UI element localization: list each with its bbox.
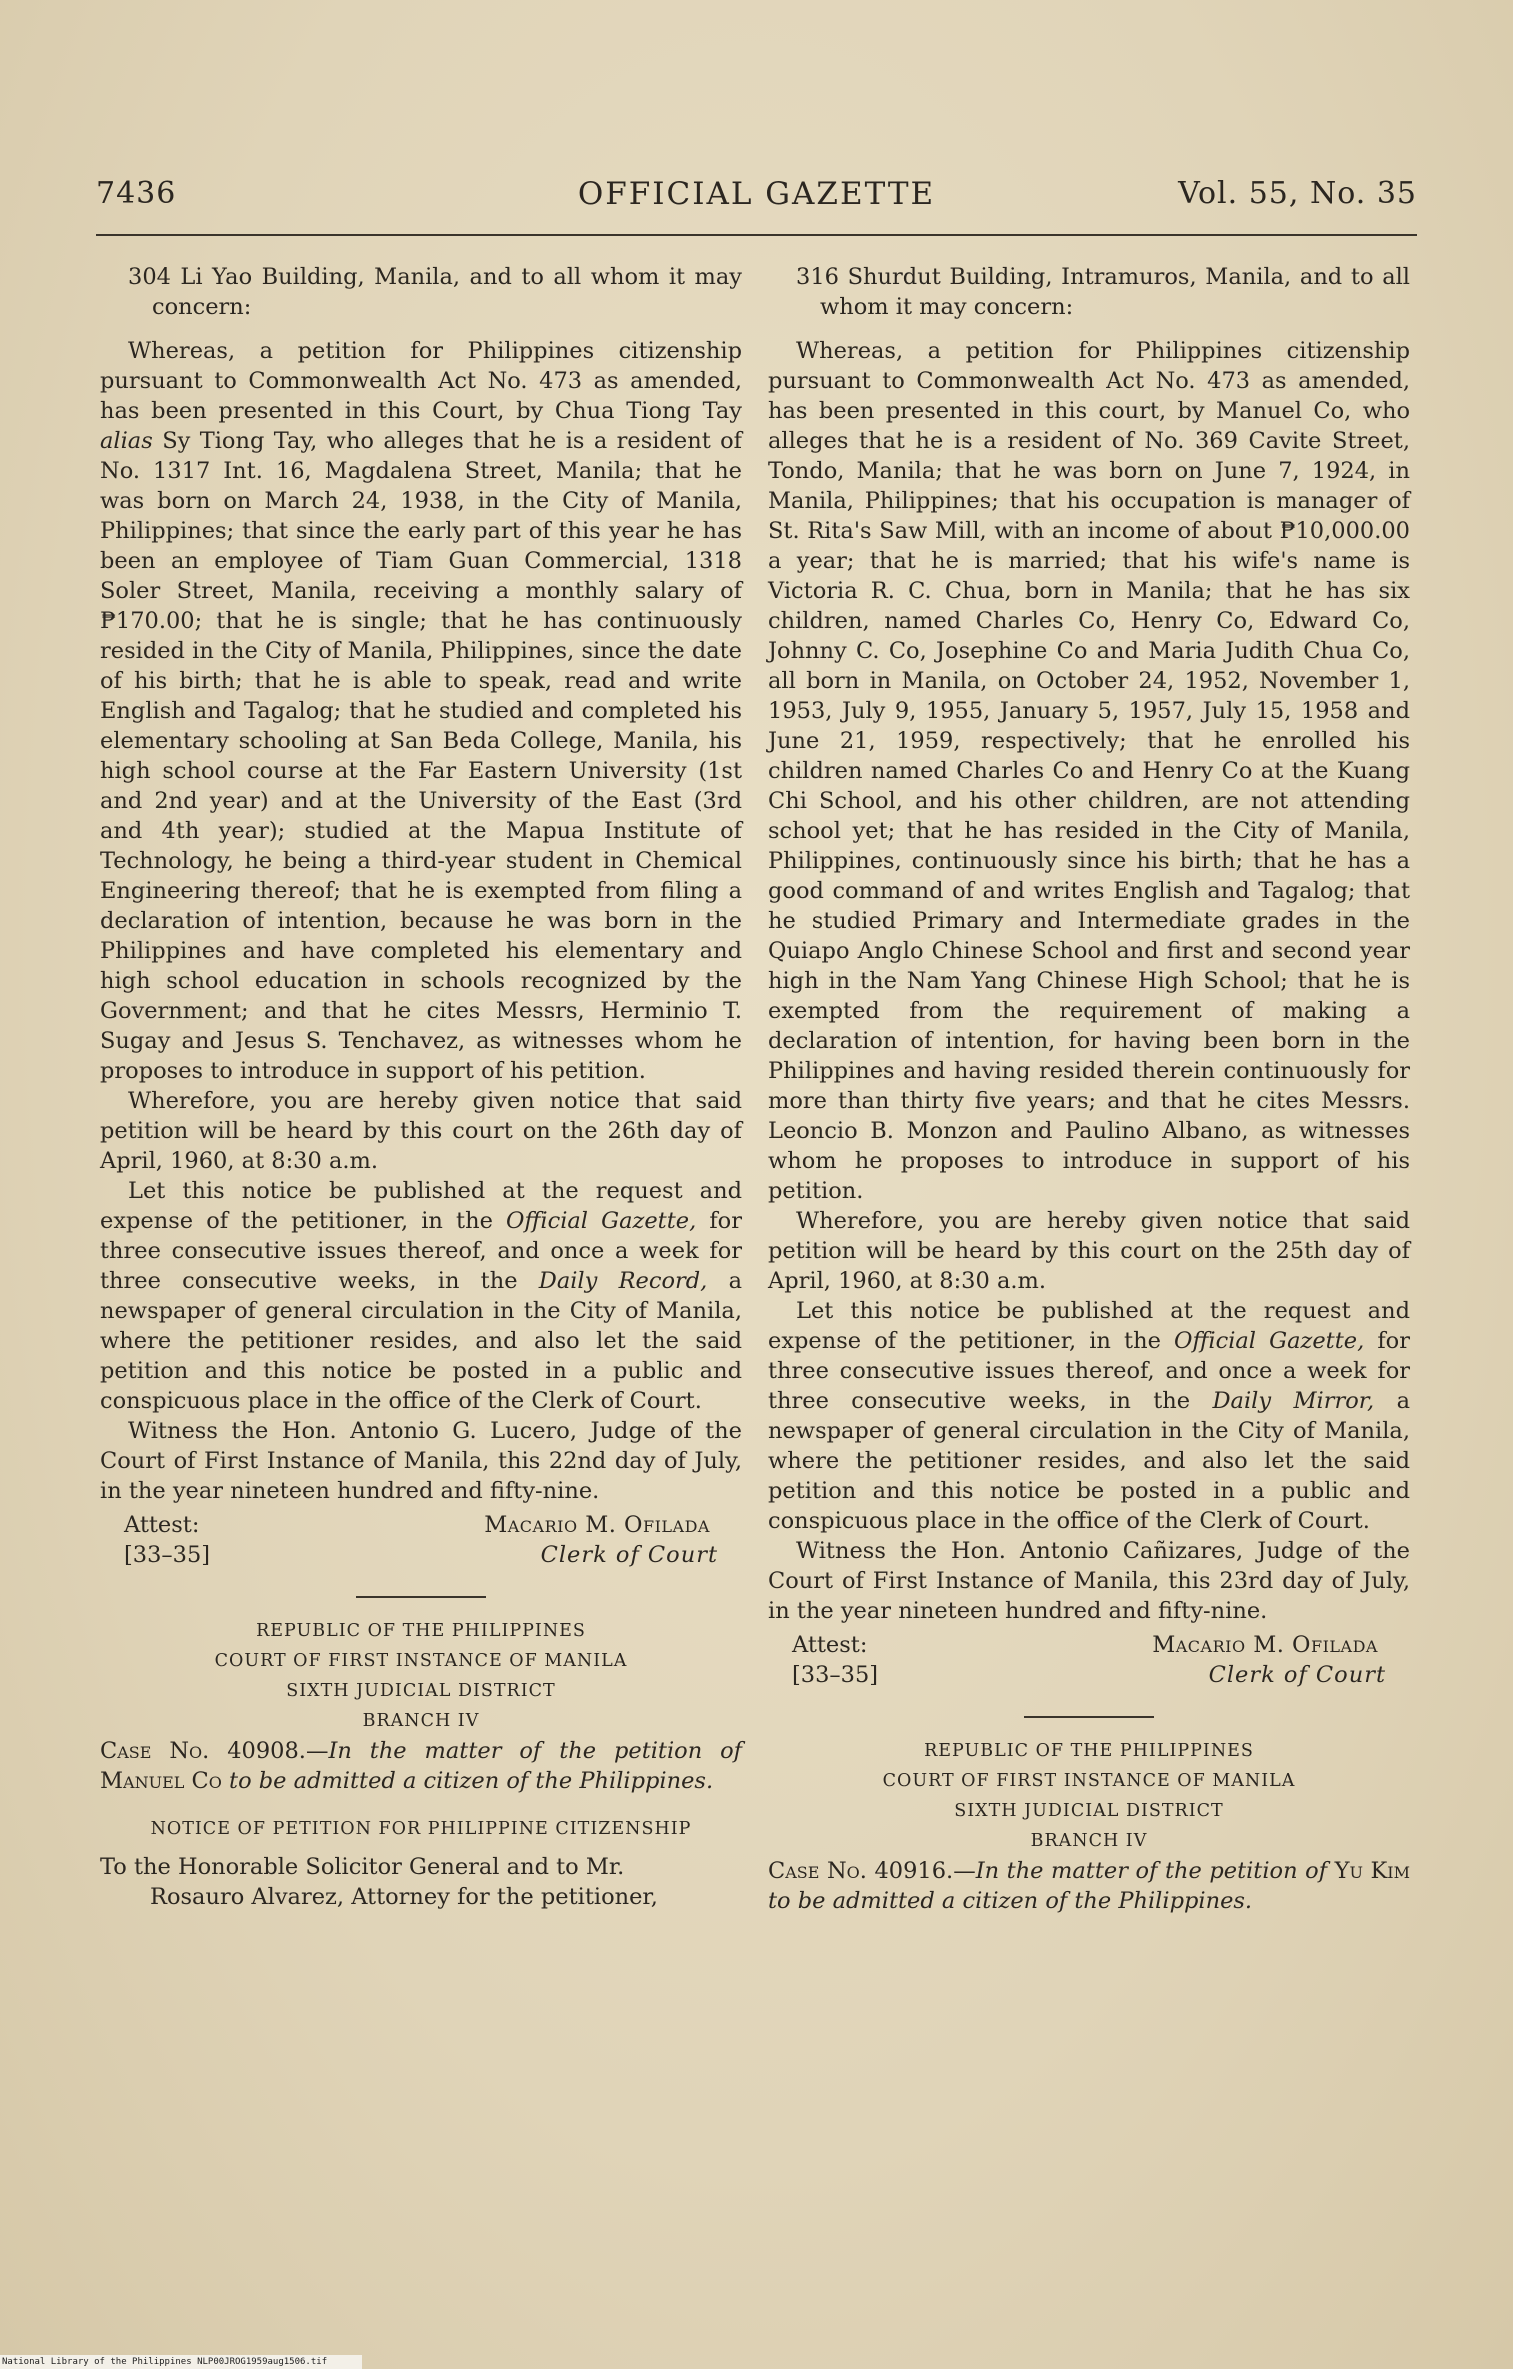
page-number: 7436 [96,176,177,211]
court-line: BRANCH IV [1030,1831,1148,1851]
court-line: BRANCH IV [362,1711,480,1731]
court-line: REPUBLIC OF THE PHILIPPINES [924,1741,1254,1761]
newspaper-name: Daily Record, [538,1268,708,1294]
notice-title: NOTICE OF PETITION FOR PHILIPPINE CITIZENSHIP [150,1819,692,1839]
case-text-a: In the matter of the petition of [975,1858,1328,1884]
case-caption [768,1856,1410,1916]
petitioner-name: Yu Kim [1334,1858,1411,1884]
case-caption [100,1736,742,1796]
case-number: Case No. 40916.— [768,1858,976,1884]
petitioner-name: Manuel Co [100,1768,222,1794]
section-divider [1024,1716,1154,1718]
alias-word: alias [100,428,153,454]
court-line: SIXTH JUDICIAL DISTRICT [286,1681,556,1701]
publication-text-a: Let this notice be published at the request and expense of the petitioner, in the [100,1178,742,1234]
petition-text: Whereas, a petition for Philippines citizenship pursuant to Commonwealth Act No. 473 as amended, has been presented in this Court, by Chua Tiong Tay [100,338,742,424]
clerk-title: Clerk of Court [540,1542,718,1568]
petition-text-rest: Sy Tiong Tay, who alleges that he is a resident of No. 1317 Int. 16, Magdalena Street, Manila; that he was born on March 24, 1938, in the City of Manila, Philippines; that since the early part of this year he has been an employee of Tiam Guan Commercial, 1318 Soler Street, Manila, receiving a monthly salary of ₱170.00; that he is single; that he has continuously resided in the City of Manila, Philippines, since the date of his birth; that he is able to speak, read and write English and Tagalog; that he studied and completed his elementary schooling at San Beda College, Manila, his high school course at the Far Eastern University (1st and 2nd year) and at the University of the East (3rd and 4th year); studied at the Mapua Institute of Technology, he being a third-year student in Chemical Engineering thereof; that he is exempted from filing a declaration of intention, because he was born in the Philippines and have completed his elementary and high school education in schools recognized by the Government; and that he cites Messrs, Herminio T. Sugay and Jesus S. Tenchavez, as witnesses whom he proposes to introduce in support of his petition. [100,428,743,1084]
publication-text-a: Let this notice be published at the request and expense of the petitioner, in the [768,1298,1410,1354]
clerk-title: Clerk of Court [1208,1662,1386,1688]
publication-text-b: for three consecutive issues thereof, and once a week for three consecutive weeks, in the [100,1208,742,1294]
publication-text-c: a newspaper of general circulation in the City of Manila, where the petitioner resides, and also let the said petition and this notice be posted in a public and conspicuous place in the office of the Clerk of Court. [100,1268,742,1414]
court-line: REPUBLIC OF THE PHILIPPINES [256,1621,586,1641]
witness-paragraph: Witness the Hon. Antonio G. Lucero, Judge of the Court of First Instance of Manila, this 22nd day of July, in the year nineteen hundred and fifty-nine. [100,1418,742,1504]
addressee-line: To the Honorable Solicitor General and to Mr. [100,1854,625,1880]
publication-paragraph [100,1176,742,1416]
gazette-name: Official Gazette, [506,1208,697,1234]
clerk-name: Macario M. Ofilada [484,1512,710,1538]
court-line: COURT OF FIRST INSTANCE OF MANILA [882,1771,1296,1791]
reference-number: [33–35] [792,1662,879,1688]
case-number: Case No. 40908.— [100,1738,329,1764]
attest-block [100,1510,742,1574]
right-column [768,262,1410,1916]
witness-paragraph: Witness the Hon. Antonio Cañizares, Judge of the Court of First Instance of Manila, this 23rd day of July, in the year nineteen hundred and fifty-nine. [768,1538,1410,1624]
case-text-b: to be admitted a citizen of the Philippines. [768,1888,1253,1914]
addressee-line: Rosauro Alvarez, Attorney for the petitioner, [150,1884,658,1910]
header-rule [96,234,1417,236]
attest-block [768,1630,1410,1694]
petition-paragraph: Whereas, a petition for Philippines citizenship pursuant to Commonwealth Act No. 473 as amended, has been presented in this court, by Manuel Co, who alleges that he is a resident of No. 369 Cavite Street, Tondo, Manila; that he was born on June 7, 1924, in Manila, Philippines; that his occupation is manager of St. Rita's Saw Mill, with an income of about ₱10,000.00 a year; that he is married; that his wife's name is Victoria R. C. Chua, born in Manila; that he has six children, named Charles Co, Henry Co, Edward Co, Johnny C. Co, Josephine Co and Maria Judith Chua Co, all born in Manila, on October 24, 1952, November 1, 1953, July 9, 1955, January 5, 1957, July 15, 1958 and June 21, 1959, respectively; that he enrolled his children named Charles Co and Henry Co at the Kuang Chi School, and his other children, are not attending school yet; that he has resided in the City of Manila, Philippines, continuously since his birth; that he has a good command of and writes English and Tagalog; that he studied Primary and Intermediate grades in the Quiapo Anglo Chinese School and first and second year high in the Nam Yang Chinese High School; that he is exempted from the requirement of making a declaration of intention, for having been born in the Philippines and having resided therein continuously for more than thirty five years; and that he cites Messrs. Leoncio B. Monzon and Paulino Albano, as witnesses whom he proposes to introduce in support of his petition. [768,338,1410,1204]
gazette-name: Official Gazette, [1174,1328,1365,1354]
publication-title: OFFICIAL GAZETTE [577,176,936,212]
case-text-a: In the matter of the petition of [328,1738,743,1764]
address-line: 304 Li Yao Building, Manila, and to all whom it may concern: [128,264,742,320]
court-heading [100,1616,742,1736]
left-column [100,262,742,1912]
case-text-b: to be admitted a citizen of the Philippines. [229,1768,714,1794]
court-line: SIXTH JUDICIAL DISTRICT [954,1801,1224,1821]
hearing-paragraph: Wherefore, you are hereby given notice that said petition will be heard by this court on the 26th day of April, 1960, at 8:30 a.m. [100,1088,742,1174]
court-heading [768,1736,1410,1856]
page-header [96,176,1417,226]
publication-text-c: a newspaper of general circulation in the City of Manila, where the petitioner resides, and also let the said petition and this notice be posted in a public and conspicuous place in the office of the Clerk of Court. [768,1388,1411,1534]
scan-source-footer: National Library of the Philippines NLP00JROG1959aug1506.tif [0,2355,362,2369]
court-line: COURT OF FIRST INSTANCE OF MANILA [214,1651,628,1671]
attest-label: Attest: [124,1512,200,1538]
petition-paragraph [100,336,742,1086]
volume-label: Vol. 55, No. 35 [1178,176,1417,211]
newspaper-name: Daily Mirror, [1212,1388,1375,1414]
attest-label: Attest: [792,1632,868,1658]
publication-paragraph [768,1296,1410,1536]
addressee-paragraph [100,1852,742,1912]
publication-text-b: for three consecutive issues thereof, and once a week for three consecutive weeks, in the [768,1328,1410,1414]
hearing-paragraph: Wherefore, you are hereby given notice that said petition will be heard by this court on the 25th day of April, 1960, at 8:30 a.m. [768,1208,1410,1294]
address-line: 316 Shurdut Building, Intramuros, Manila, and to all whom it may concern: [796,264,1410,320]
section-divider [356,1596,486,1598]
clerk-name: Macario M. Ofilada [1152,1632,1378,1658]
reference-number: [33–35] [124,1542,211,1568]
